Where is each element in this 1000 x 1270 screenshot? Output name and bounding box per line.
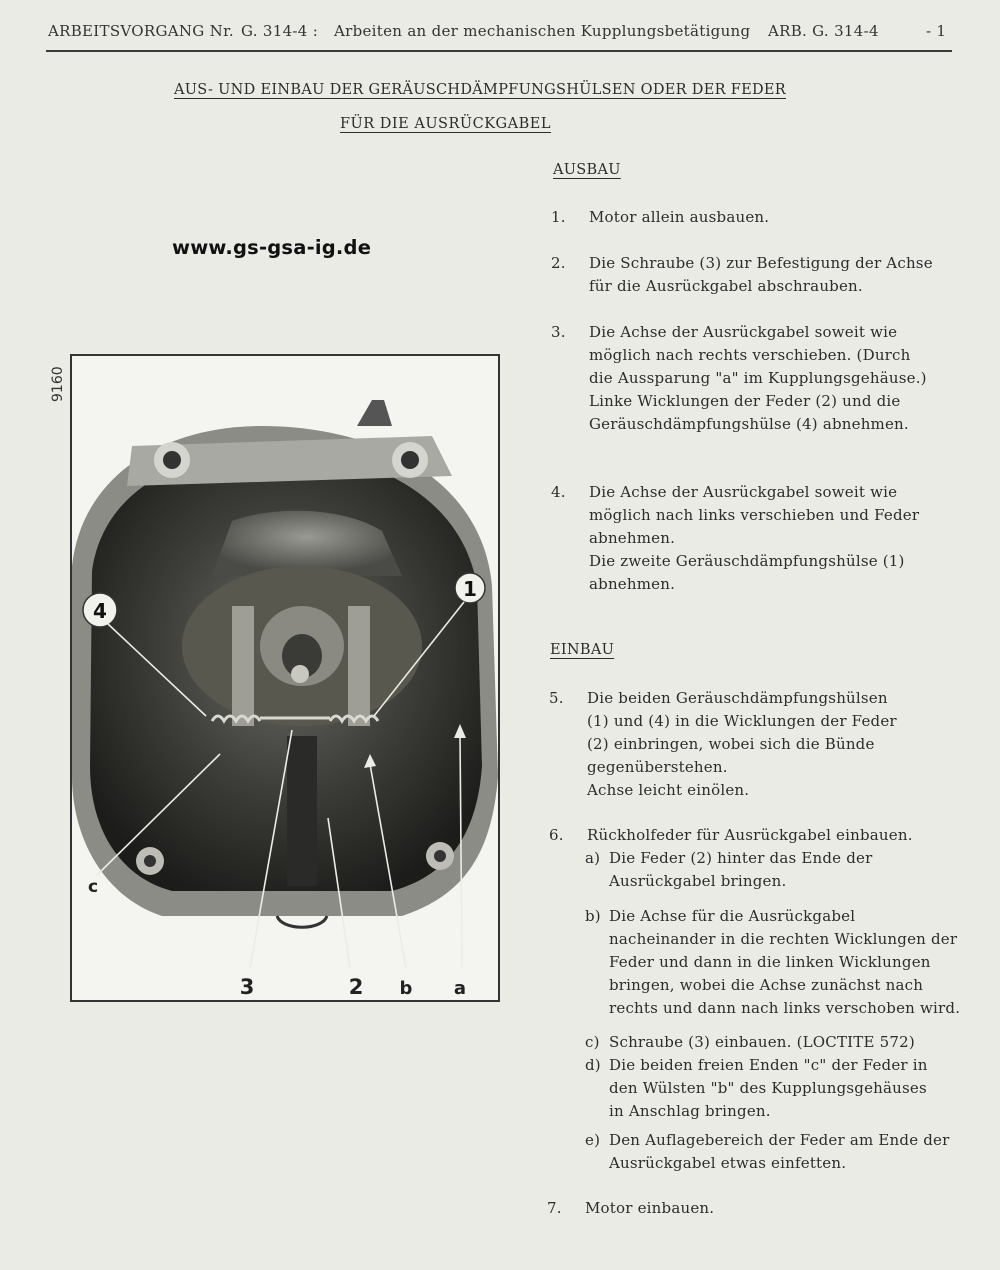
einbau-substep-d — [585, 1054, 975, 1123]
label-c: c — [88, 877, 99, 897]
operation-ref: ARB. G. 314-4 — [768, 22, 879, 40]
ausbau-step-4 — [551, 481, 971, 596]
step-text: Motor einbauen. — [585, 1199, 715, 1217]
label-1: 1 — [463, 577, 477, 601]
label-4: 4 — [93, 599, 107, 623]
website-watermark: www.gs-gsa-ig.de — [172, 236, 372, 259]
step-number: 4. — [551, 483, 566, 501]
label-3: 3 — [239, 975, 255, 999]
step-text: Die Schraube (3) zur Befestigung der Achse für die Ausrückgabel abschrauben. — [589, 254, 933, 295]
page-number: - 1 — [926, 22, 947, 40]
step-number: 2. — [551, 254, 566, 272]
einbau-step-7 — [547, 1197, 967, 1220]
clutch-housing-illustration — [72, 356, 498, 1000]
einbau-substep-a — [585, 847, 975, 893]
operation-code: G. 314-4 : — [241, 22, 319, 40]
step-text: Motor allein ausbauen. — [589, 208, 770, 226]
einbau-substep-e — [585, 1129, 975, 1175]
step-text: Die Achse der Ausrückgabel soweit wie möglich nach rechts verschieben. (Durch die Aussparung "a" im Kupplungsgehäuse.) Linke Wicklungen der Feder (2) und die Geräuschdämpfungshülse (4) abnehmen. — [589, 323, 927, 433]
operation-label: ARBEITSVORGANG Nr. — [48, 22, 234, 40]
clutch-housing-photo — [70, 354, 500, 1002]
substep-letter: e) — [585, 1131, 601, 1149]
substep-letter: a) — [585, 849, 601, 867]
figure-number: 9160 — [50, 366, 66, 402]
einbau-substep-b — [585, 905, 975, 1020]
substep-letter: b) — [585, 907, 601, 925]
substep-text: Die beiden freien Enden "c" der Feder in den Wülsten "b" des Kupplungsgehäuses in Anschlag bringen. — [609, 1056, 928, 1120]
substep-text: Die Achse für die Ausrückgabel nacheinander in die rechten Wicklungen der Feder und dann in die linken Wicklungen bringen, wobei die Achse zunächst nach rechts und dann nach links verschoben wird. — [609, 907, 961, 1017]
step-number: 6. — [549, 826, 564, 844]
page-title: AUS- UND EINBAU DER GERÄUSCHDÄMPFUNGSHÜLSEN ODER DER FEDER — [174, 82, 786, 98]
step-text: Die beiden Geräuschdämpfungshülsen (1) und (4) in die Wicklungen der Feder (2) einbringen, wobei sich die Bünde gegenüberstehen. Achse leicht einölen. — [587, 689, 897, 799]
label-b: b — [399, 978, 413, 999]
ausbau-step-1 — [551, 206, 971, 229]
substep-text: Die Feder (2) hinter das Ende der Ausrückgabel bringen. — [609, 849, 873, 890]
page-header — [48, 22, 952, 44]
step-number: 3. — [551, 323, 566, 341]
einbau-step-5 — [549, 687, 969, 802]
substep-letter: d) — [585, 1056, 601, 1074]
operation-subject: Arbeiten an der mechanischen Kupplungsbetätigung — [334, 22, 751, 40]
step-number: 7. — [547, 1199, 562, 1217]
einbau-step-6 — [549, 824, 969, 847]
ausbau-step-2 — [551, 252, 971, 298]
einbau-substep-c — [585, 1031, 975, 1054]
ausbau-heading: AUSBAU — [553, 162, 621, 178]
substep-letter: c) — [585, 1033, 600, 1051]
step-text: Rückholfeder für Ausrückgabel einbauen. — [587, 826, 913, 844]
substep-text: Schraube (3) einbauen. (LOCTITE 572) — [609, 1033, 915, 1051]
einbau-heading: EINBAU — [550, 642, 615, 658]
step-text: Die Achse der Ausrückgabel soweit wie möglich nach links verschieben und Feder abnehmen. Die zweite Geräuschdämpfungshülse (1) abnehmen. — [589, 483, 920, 593]
step-number: 1. — [551, 208, 566, 226]
page-subtitle: FÜR DIE AUSRÜCKGABEL — [340, 116, 551, 132]
step-number: 5. — [549, 689, 564, 707]
header-rule — [46, 50, 952, 52]
label-2: 2 — [348, 975, 364, 999]
ausbau-step-3 — [551, 321, 971, 436]
label-a: a — [453, 978, 467, 999]
substep-text: Den Auflagebereich der Feder am Ende der Ausrückgabel etwas einfetten. — [609, 1131, 950, 1172]
